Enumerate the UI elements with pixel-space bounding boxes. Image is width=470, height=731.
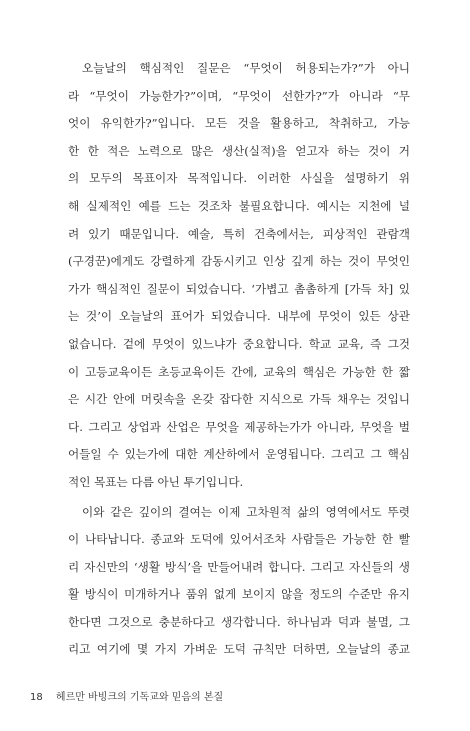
text-line: 다. 그리고 상업과 산업은 무엇을 제공하는가가 아니라, 무엇을 벌 bbox=[68, 419, 410, 434]
text-line: 는 것’이 오늘날의 표어가 되었습니다. 내부에 무엇이 있든 상관 bbox=[68, 309, 410, 324]
text-line: 적인 목표는 다름 아닌 투기입니다. bbox=[68, 474, 244, 489]
text-line: 은 시간 안에 머릿속을 온갖 잡다한 지식으로 가득 채우는 것입니 bbox=[68, 392, 410, 407]
text-line: 이와 같은 깊이의 결여는 이제 고차원적 삶의 영역에서도 뚜렷 bbox=[82, 504, 410, 519]
page-number: 18 bbox=[30, 692, 43, 703]
running-title: 헤르만 바빙크의 기독교와 믿음의 본질 bbox=[55, 692, 224, 703]
text-line: 리 자신만의 ‘생활 방식’을 만들어내려 합니다. 그리고 자신들의 생 bbox=[68, 559, 410, 574]
body-text bbox=[68, 55, 410, 664]
text-line: 려 있기 때문입니다. 예술, 특히 건축에서는, 피상적인 관람객 bbox=[68, 226, 410, 241]
text-line: 활 방식이 미개하거나 품위 없게 보이지 않을 정도의 수준만 유지 bbox=[68, 587, 410, 602]
text-line: 해 실제적인 예를 드는 것조차 불필요합니다. 예시는 지천에 널 bbox=[68, 198, 410, 213]
text-line: 라 “무엇이 가능한가?”이며, “무엇이 선한가?”가 아니라 “무 bbox=[68, 88, 410, 103]
text-line: 가가 핵심적인 질문이 되었습니다. ‘가볍고 촘촘하게 [가득 차] 있 bbox=[68, 281, 410, 296]
text-line: 이 나타납니다. 종교와 도덕에 있어서조차 사람들은 가능한 한 빨 bbox=[68, 532, 410, 547]
text-line: 한다면 그것으로 충분하다고 생각합니다. 하나님과 덕과 불멸, 그 bbox=[68, 614, 410, 629]
text-line: 이 고등교육이든 초등교육이든 간에, 교육의 핵심은 가능한 한 짧 bbox=[68, 364, 410, 379]
text-line: 없습니다. 겉에 무엇이 있느냐가 중요합니다. 학교 교육, 즉 그것 bbox=[68, 336, 410, 351]
text-line: 한 한 적은 노력으로 많은 생산(실적)을 얻고자 하는 것이 거 bbox=[68, 143, 410, 158]
text-line: 엇이 유익한가?”입니다. 모든 것을 활용하고, 착취하고, 가능 bbox=[68, 116, 410, 131]
text-line: 오늘날의 핵심적인 질문은 “무엇이 허용되는가?”가 아니 bbox=[82, 61, 410, 75]
text-line: 어들일 수 있는가에 대한 계산하에서 운영됩니다. 그리고 그 핵심 bbox=[68, 447, 410, 462]
page-footer bbox=[30, 688, 223, 703]
text-line: 의 모두의 목표이자 목적입니다. 이러한 사실을 설명하기 위 bbox=[68, 171, 410, 186]
text-line: (구경꾼)에게도 강렬하게 감동시키고 인상 깊게 하는 것이 무엇인 bbox=[68, 254, 410, 269]
text-line: 리고 여기에 몇 가지 가벼운 도덕 규칙만 더하면, 오늘날의 종교 bbox=[68, 642, 410, 657]
